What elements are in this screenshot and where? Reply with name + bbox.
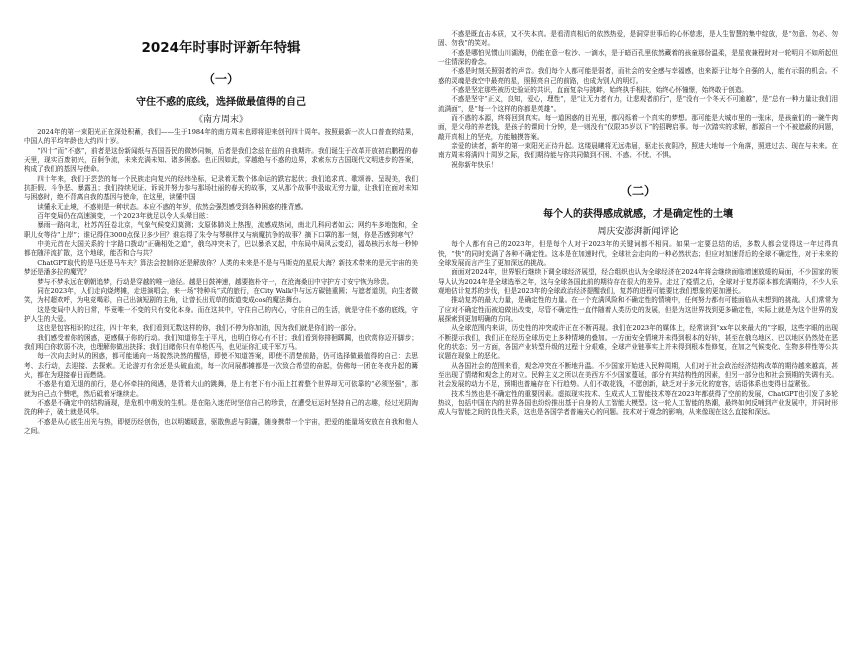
paragraph: 不惑是时刻关照弱者的声音。我们每个人都可能是弱者，而社会的安全感与幸福感，也来源于让每个自强的人，能有示弱的机会。不惑的灵魂是我空中最亮的星，照照亮自己的前路，也成为别人的明灯。: [438, 67, 838, 85]
paragraph: 每个人都有自己的2023年，但是每个人对于2023年的关键词都不相同。如果一定要总结的话，多数人都会觉得这一年过得真快，“快”的同时充满了各种不确定性。这本是在加速时代，全球社会走向的一种必然状态；但应对加速背后的全球不确定性，对于未来的全球发展而言产生了更加深远的挑战。: [438, 240, 838, 267]
paragraph: ChatGPT取代的是马还是马车夫？算法会控制你还是解放你？人类的未来是不是与马斯克的星辰大海？新技术带来的是元宇宙的美梦还是潘多拉的魔咒？: [24, 258, 418, 277]
paragraph: 四十年来，我们于芸芸的每一个民族走向复兴的经纬坐标，记录着无数个体命运的跌宕起伏；我们追求真、歌颂善、呈现美，我们抗拒假、斗争恶、暴露丑；我们持续见证、诉说并努力参与那场壮丽的春天的故事，又从那个故事中汲取无穷力量，让我们在面对未知与困惑时，绝不背离自我的基因与使命，在这里，读懂中国: [24, 174, 418, 202]
document-title: 2024年时事时评新年特辑: [141, 40, 301, 56]
paragraph: 不惑是哪怕见惯山川湖海，仍能在意一粒沙、一滴水，是于暗百孔里依然藏着的孩童那份温柔，是星夜兼程时对一轮明月不如所起但一往情深的眷念。: [438, 48, 838, 67]
paragraph: 而不惑的本源，终将回到真实。每一道困惑的目光里，都闪烁着一个真实的梦想。那可能是大城市里的一张床，是孩童们的一碗牛肉面，是父母的养老钱，是孩子的课间十分钟，是一则没有“仅限35岁以下”的招聘启事。每一次踏实的求解，都源自一个不被遮蔽的问题，敲开真相上的坚壳，方能触摸答案。: [438, 114, 838, 141]
paragraph: 不惑是从心底生出光与热，即便历经创伤，也以明媚暖意，驱散焦虑与阴霾，随身携带一个宇宙，把爱的能量场安放在自我和他人之间。: [24, 417, 418, 435]
paragraph: 同在2023年，人们走向烧烤摊，走进演唱会，来一场“特种兵”式的旅行，在City Walk中与远方碳链重圆；与遮者道别，向生者微笑，为村超欢呼，为电竞喝彩，自己出演短剧的主角，让曾长出荒草的街道变成cos的魔法舞台。: [24, 286, 418, 305]
paragraph: 这也是包容相识的过往，四十年来，我们看到无数这样的你，我们不停为你加油，因为我们就是你们的一部分。: [37, 324, 361, 333]
section-2-title: 每个人的获得感成就感，才是确定性的土壤: [543, 209, 733, 221]
section-2-source: 周庆安澎湃新闻评论: [597, 227, 679, 238]
paragraph: 不惑是有道无退的前行，是心怀牵挂的阅遇，是背着大山的跳舞，是上有老下有小而上扛着整个世界却无可依靠的“必须坚强”，那就为自己点个赞吧，然后砥着牙继续走。: [24, 380, 418, 398]
section-2-number: （二）: [619, 184, 656, 199]
left-column: [24, 0, 418, 436]
section-1-number: （一）: [202, 72, 239, 86]
paragraph: 这是变局中人的日常，毕竟唯一不变的只有变化本身。而在这其中，守住自己的内心，守住自己的生活，就是守住不惑的底线，守护人生的大爱。: [24, 305, 418, 323]
paragraph: 祝你新年快乐！: [451, 160, 498, 169]
paragraph: 暴雨一路向北，杜苏芮狂卷北京，气象气候变幻莫测；支原体肺炎上热搜，流感成热词，南北几科问者如云；网约车多地饱和，全职儿女等待“上岸”；谁记得住3000点保卫多少回？谁忘得了朱令与琴棋伴又与病魔抗争的故事？摘下口罩的那一刻，你是否感到寒气？: [24, 221, 418, 239]
section-2-body: [438, 240, 838, 418]
section-1-title: 守住不惑的底线，选择做最值得的自己: [136, 97, 306, 108]
paragraph: 从各国社会的范围来看，观念冲突在不断地升温。不少国家开始进入民粹周期，人们对于社会政治经济结构改革的期待越来越高，甚至出现了情绪和观念上的对立。民粹主义之所以在美西方不少国家蔓延，部分有其结构性的因素，但另一部分也和社会预期的失调有关。社会发展的动力不足，预期也普遍存在下行趋势。人们不敢花钱，不愿创新，缺乏对于多元化的宽容，话语体系也变得日益紧张。: [438, 361, 838, 389]
paragraph: 2024年的第一束阳光正在深处积蓄，我们——生于1984年的南方周末也即将迎来创刊四十周年。按照最新一次人口普查的结果，中国人的平均年龄也大约四十岁。: [24, 128, 418, 146]
paragraph: 不惑是坚守“正义，良知，爱心，理性”，是“让无力者有力，让悲观者前行”，是“没有一个冬天不可逾越”，是“总有一种力量让我们泪流满面”，是“每一个这样的你都是英雄”。: [438, 95, 838, 113]
paragraph: 我们感受着你的困惑，更感佩于你的行动。我们知道你生于平凡，也明白你心有不甘；我们看到你排徊踯躅，也欣赏你迈开脚步；我们明白你软弱不决，也理解你做出抉择；我们目睹你只有单枪匹马，也见证你汇成千军万马。: [24, 333, 418, 351]
section-1-body: [24, 128, 418, 436]
paragraph: 不惑是坚定那些被历史验证的共识，直面复杂与挑衅，始终执手相扶，始终心怀憧憬，始终敢于创造。: [451, 86, 748, 95]
paragraph: 不惑是不确定中的结构涌现，是危机中萌发的生机。是在陷入迷茫时坚信自己的珍贵，在遭受厄运时坚持自己的志趣，经过光阴淘洗的种子，破土就是风华。: [24, 398, 418, 417]
paragraph: 面面对2024年，世界银行继续下调全球经济展望，经合组织也认为全球经济在2024年将会继续面临增速放缓的局面，不少国家的领导人认为2024年是全球选举之年，这与全球各国此前的期待存在很大的差异。走过了疫情之后，全球对于复苏原本都充满期待，不少人乐观地估计复苏的步伐，但是2023年的全球政治经济提醒我们，复苏的进程可能要比我们想象的更加漫长。: [438, 268, 838, 295]
paragraph: 不惑是既直击本质，又不失本真。是看清真相后的依然热爱，是洞穿世事后的心怀慈悲，是人生智慧的集中绽放，是“勿意、勿必、勿固、勿我”的笑对。: [438, 30, 838, 48]
paragraph: “四十”而“不惑”，前者是这份新闻纸与吾国吾民的微妙同频，后者是我们念兹在兹的自我期许。我们诞生于改革开放初启鹏程的春天里，现实百废初兴，百舸争流，未来充满未知、诸多困惑。也正因如此，穿越绝与不惑的边界，求索东方古国现代文明进步的答案，构成了我们的基因与使命。: [24, 146, 418, 174]
paragraph: 每一次向去时从的困惑，都可能通向一场貌然决然的醒悟，即使不知道答案，即使不清楚前路，仍可选择做最值得的自己：去思考、去行动，去迎接、去探索。无论游刃有余还是头破血流，每一次问展都摊都是一次致合希望的奋起，仿佛每一团在冬夜升起的篝火，都在为迎接春日而燃烧。: [24, 352, 418, 379]
section-1-continued: [438, 30, 838, 170]
paragraph: 百年变局仍在高速演变，一个2023年就足以令人头晕目眩：: [37, 212, 213, 221]
paragraph: 梦与不梦永远在朝朝追梦，行动是穿越的唯一途径。越是日鼓神速，越要抱朴守一，在沧海桑田中守护方寸安宁恢为珍贵。: [37, 277, 394, 286]
section-1-source: 《南方周末》: [193, 115, 248, 125]
paragraph: 亲爱的读者，新年的第一束阳光正待升起。这缕晨曦将无远弗届，驱走长夜阴冷，照进大地每一个角落，照进过去、现在与未来。在南方周末将满四十周岁之际，我们期待能与你共同做到不困、不惑、不忧、不惧。: [438, 142, 838, 160]
paragraph: 中美元首在大国关系的十字路口拨动“正确相处之道”，俄乌冲突未了，巴以暴杀又起，中东局中局风云变幻，福岛核污水每一秒钟都在随洋流扩散，这个地球，能否和合与共？: [24, 240, 418, 258]
paragraph: 推动复苏的最大力量，是确定性的力量。在一个充满风险和不确定性的情境中，任何努力都有可能面临从未想到的挑战。人们常常为了应对不确定性而被迫做出改变，尽管不确定性一直伴随着人类历史的发展，但是为这世界找到更多确定性，实际上就是为这个世界的发展探索到更加明确的方向。: [438, 296, 838, 323]
paragraph: 从全球范围内来讲，历史性的冲突或许正在不断再现。我们在2023年的媒体上，经常读到“xx年以来最大的”字眼，这些字眼的出现不断提示我们，我们正在经历全球历史上多种情境的叠加。一方面安全情境并未得到根本的好转，甚至在俄乌地区、巴以地区仍然处在恶化的状态；另一方面，各国产业转型升级的过程十分艰难，全球产业链事实上并未得到根本性修复，在加之气候变化、生物多样性等公共议题在现象上的恶化。: [438, 324, 838, 361]
paragraph: 技术当然也是不确定性的重要因素。虚拟现实技术、生成式人工智能技术等在2023年都获得了空前的发展，ChatGPT也引发了多轮热议，包括中国在内的世界各国也纷纷推出基于自身的人工智能大模型。这一轮人工智能的热潮，最终如何反哺到产业发展中，并同时形成人与智能之间的良性关系，这也是各国学者普遍关心的问题。技术对于观念的影响，从来像现在这么直接和深远。: [438, 389, 838, 417]
paragraph: 读懂永无止境，不惑则是一种状态。本应不惑的年岁，依然会强烈感受到各种困惑的推背感。: [37, 202, 308, 211]
right-column: [438, 0, 838, 418]
